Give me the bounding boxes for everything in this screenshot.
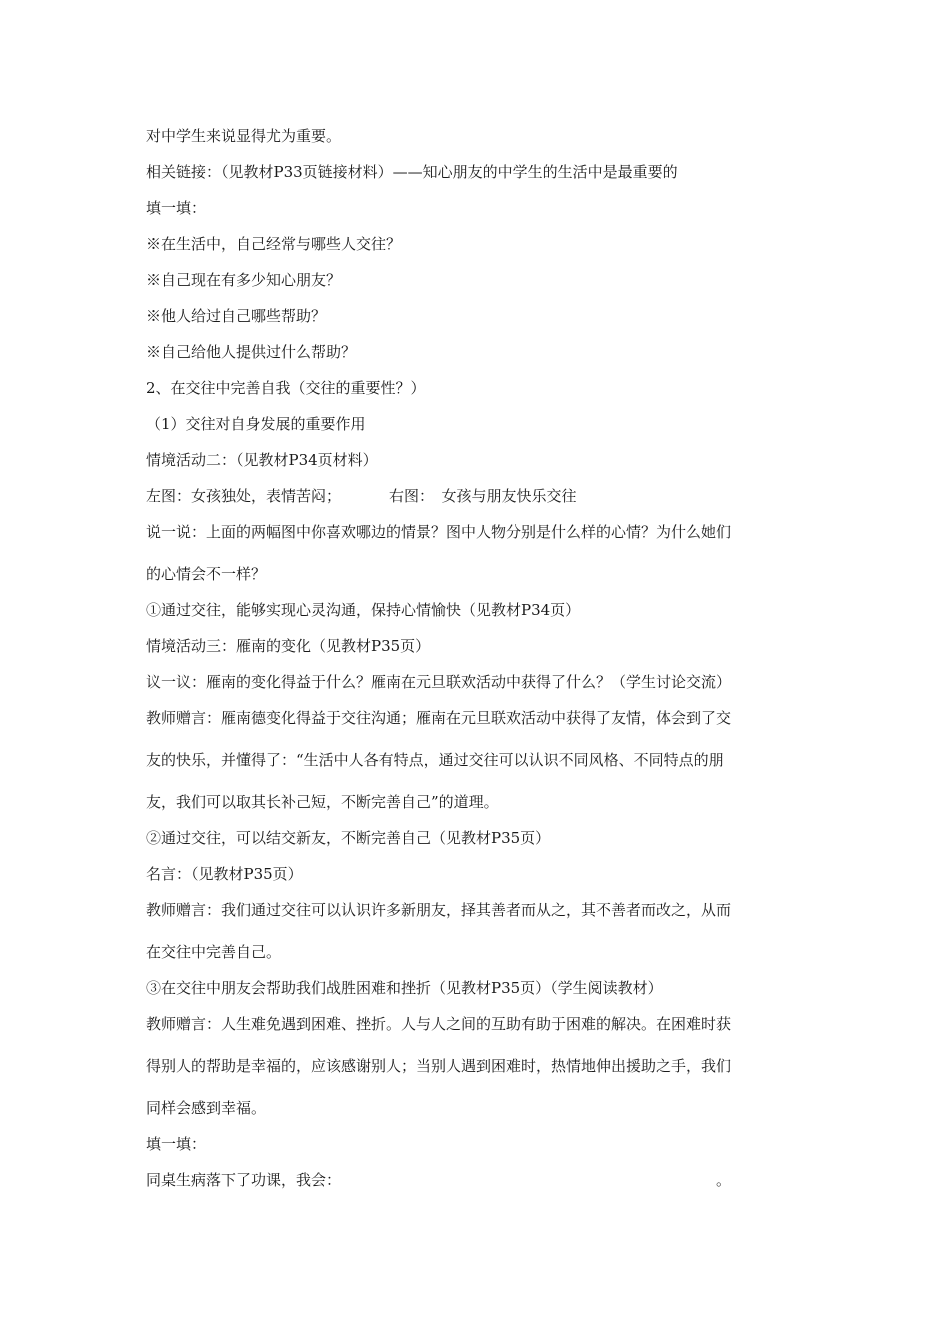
text-line: 教师赠言：雁南德变化得益于交往沟通；雁南在元旦联欢活动中获得了友情，体会到了交 xyxy=(146,709,732,727)
text-line: 得别人的帮助是幸福的，应该感谢别人；当别人遇到困难时，热情地伸出援助之手，我们 xyxy=(146,1057,732,1075)
fill-in-line xyxy=(146,1170,731,1190)
text-line: 教师赠言：人生难免遇到困难、挫折。人与人之间的互助有助于困难的解决。在困难时获 xyxy=(146,1015,732,1033)
text-line: ※他人给过自己哪些帮助？ xyxy=(146,307,327,325)
fill-in-prompt: 同桌生病落下了功课，我会： xyxy=(146,1171,342,1189)
picture-description-line xyxy=(146,486,577,506)
text-line: ②通过交往，可以结交新友，不断完善自己（见教材P35页） xyxy=(146,829,551,847)
text-line: 相关链接：（见教材P33页链接材料）——知心朋友的中学生的生活中是最重要的 xyxy=(146,163,678,181)
subsection-heading: （1）交往对自身发展的重要作用 xyxy=(146,415,366,433)
text-line: ※在生活中，自己经常与哪些人交往？ xyxy=(146,235,402,253)
text-line: 在交往中完善自己。 xyxy=(146,943,282,961)
text-line: 对中学生来说显得尤为重要。 xyxy=(146,127,342,145)
text-line: 的心情会不一样？ xyxy=(146,565,267,583)
text-line: 友的快乐，并懂得了：“生活中人各有特点，通过交往可以认识不同风格、不同特点的朋 xyxy=(146,751,724,769)
text-line: 情境活动二：（见教材P34页材料） xyxy=(146,451,378,469)
text-line: 填一填： xyxy=(146,199,207,217)
text-line: 议一议：雁南的变化得益于什么？雁南在元旦联欢活动中获得了什么？（学生讨论交流） xyxy=(146,673,732,691)
text-line: ※自己给他人提供过什么帮助？ xyxy=(146,343,357,361)
section-heading: 2、在交往中完善自我（交往的重要性？） xyxy=(146,379,426,397)
text-line: 同样会感到幸福。 xyxy=(146,1099,267,1117)
text-line: 教师赠言：我们通过交往可以认识许多新朋友，择其善者而从之，其不善者而改之，从而 xyxy=(146,901,732,919)
text-line: ①通过交往，能够实现心灵沟通，保持心情愉快（见教材P34页） xyxy=(146,601,581,619)
text-line: 友，我们可以取其长补己短，不断完善自己”的道理。 xyxy=(146,793,499,811)
fill-in-end: 。 xyxy=(716,1171,732,1189)
text-line: 说一说：上面的两幅图中你喜欢哪边的情景？图中人物分别是什么样的心情？为什么她们 xyxy=(146,523,732,541)
text-line: ③在交往中朋友会帮助我们战胜困难和挫折（见教材P35页）（学生阅读教材） xyxy=(146,979,663,997)
text-line: ※自己现在有多少知心朋友？ xyxy=(146,271,342,289)
right-picture-description: 右图： 女孩与朋友快乐交往 xyxy=(389,487,577,505)
text-line: 名言：（见教材P35页） xyxy=(146,865,303,883)
text-line: 情境活动三：雁南的变化（见教材P35页） xyxy=(146,637,431,655)
left-picture-description: 左图：女孩独处，表情苦闷； xyxy=(146,487,342,505)
text-line: 填一填： xyxy=(146,1135,207,1153)
